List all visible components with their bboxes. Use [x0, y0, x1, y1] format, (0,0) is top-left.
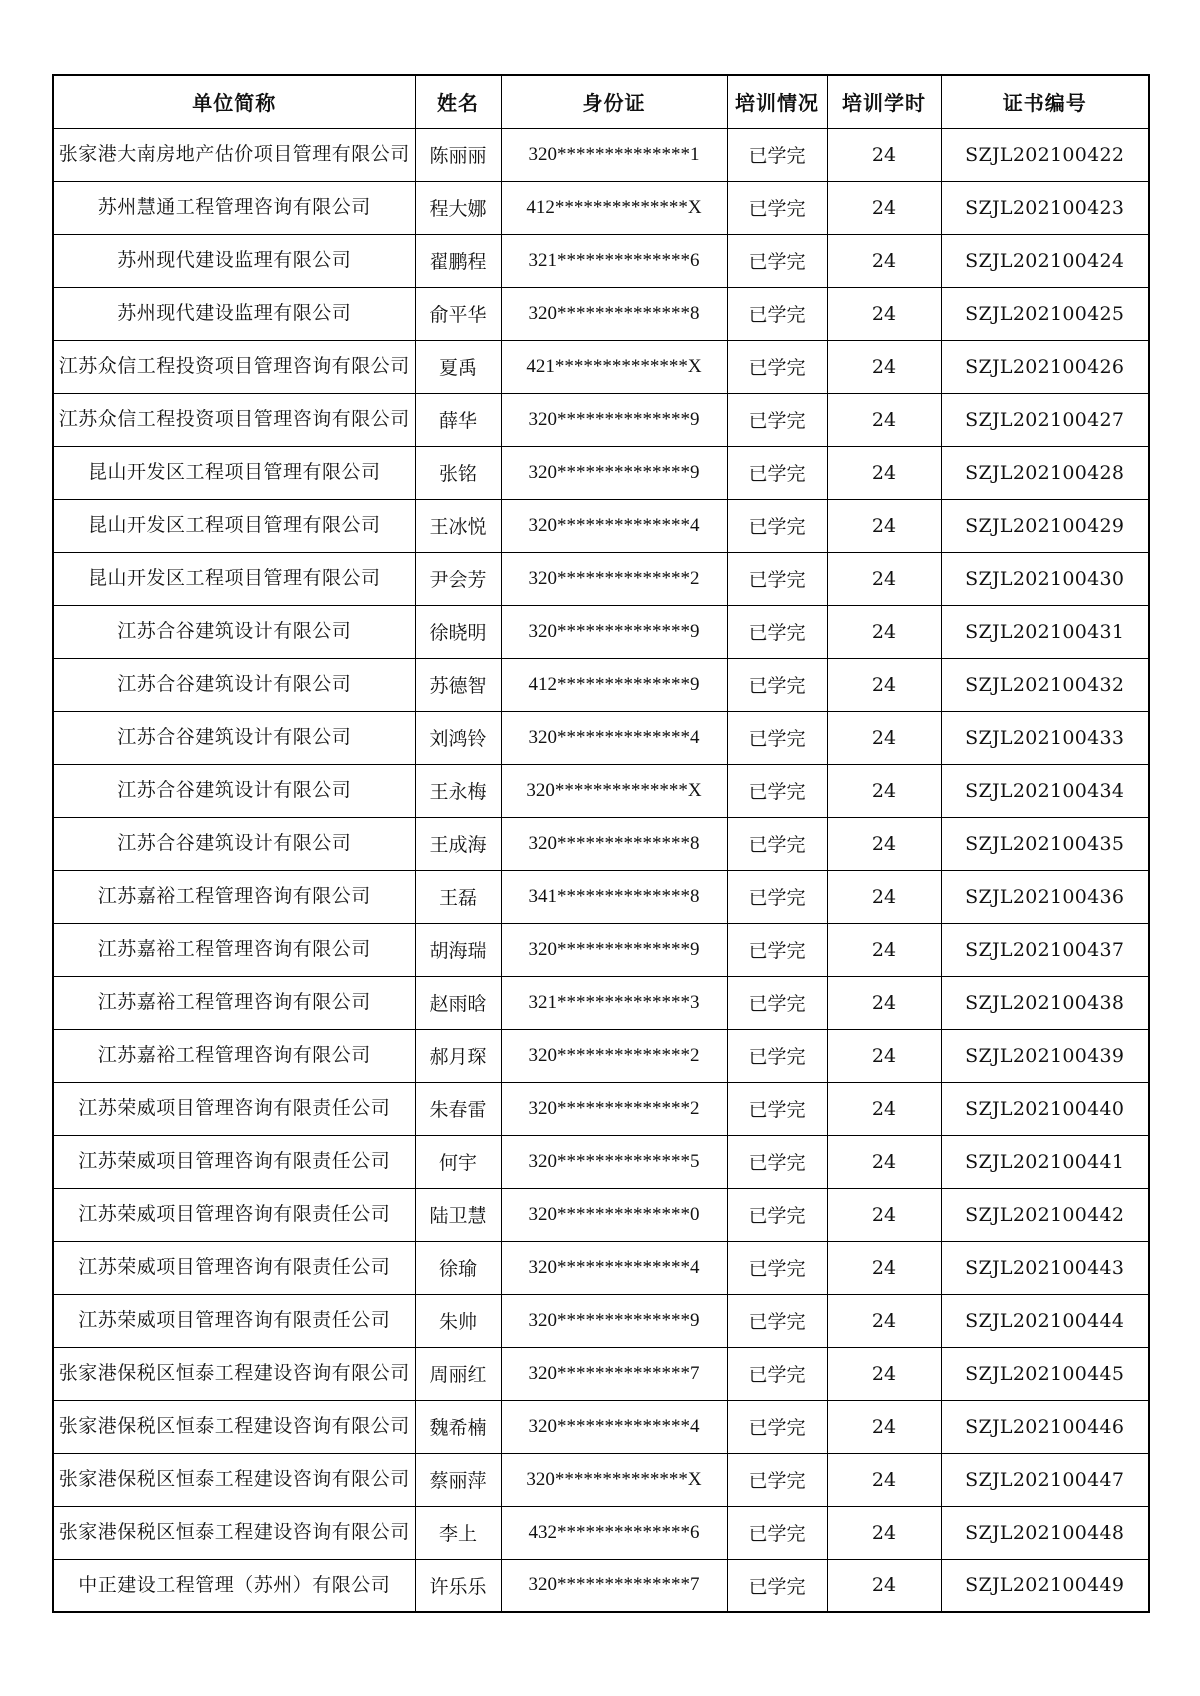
cell-cert-no: SZJL202100425 [941, 287, 1149, 340]
cell-name: 徐晓明 [415, 605, 501, 658]
cell-cert-no: SZJL202100427 [941, 393, 1149, 446]
table-row [53, 181, 1149, 234]
table-row [53, 1241, 1149, 1294]
cell-cert-no: SZJL202100432 [941, 658, 1149, 711]
cell-training: 已学完 [727, 234, 827, 287]
cell-unit: 江苏合谷建筑设计有限公司 [53, 817, 415, 870]
table-header [53, 75, 1149, 128]
table-row [53, 658, 1149, 711]
header-id-card: 身份证 [501, 75, 727, 128]
cell-id-card: 320**************9 [501, 923, 727, 976]
cell-unit: 昆山开发区工程项目管理有限公司 [53, 446, 415, 499]
cell-cert-no: SZJL202100444 [941, 1294, 1149, 1347]
cell-id-card: 320**************7 [501, 1347, 727, 1400]
cell-id-card: 320**************5 [501, 1135, 727, 1188]
cell-training: 已学完 [727, 1294, 827, 1347]
cell-id-card: 320**************9 [501, 1294, 727, 1347]
table-body [53, 128, 1149, 1612]
cell-name: 朱帅 [415, 1294, 501, 1347]
cell-name: 王永梅 [415, 764, 501, 817]
cell-training: 已学完 [727, 658, 827, 711]
cell-id-card: 320**************2 [501, 552, 727, 605]
cell-unit: 苏州现代建设监理有限公司 [53, 287, 415, 340]
cell-name: 俞平华 [415, 287, 501, 340]
cell-id-card: 412**************9 [501, 658, 727, 711]
cell-id-card: 320**************4 [501, 711, 727, 764]
cell-unit: 江苏合谷建筑设计有限公司 [53, 605, 415, 658]
cell-unit: 江苏荣威项目管理咨询有限责任公司 [53, 1135, 415, 1188]
table-row [53, 764, 1149, 817]
cell-hours: 24 [827, 1135, 941, 1188]
cell-unit: 江苏合谷建筑设计有限公司 [53, 711, 415, 764]
cell-training: 已学完 [727, 128, 827, 181]
cell-hours: 24 [827, 181, 941, 234]
cell-cert-no: SZJL202100441 [941, 1135, 1149, 1188]
table-row [53, 1347, 1149, 1400]
cell-hours: 24 [827, 1294, 941, 1347]
cell-name: 徐瑜 [415, 1241, 501, 1294]
cell-hours: 24 [827, 1453, 941, 1506]
cell-unit: 张家港保税区恒泰工程建设咨询有限公司 [53, 1347, 415, 1400]
cell-name: 王成海 [415, 817, 501, 870]
table-row [53, 287, 1149, 340]
cell-id-card: 320**************9 [501, 446, 727, 499]
cell-training: 已学完 [727, 1241, 827, 1294]
cell-id-card: 421**************X [501, 340, 727, 393]
cell-id-card: 320**************1 [501, 128, 727, 181]
cell-training: 已学完 [727, 817, 827, 870]
cell-unit: 江苏荣威项目管理咨询有限责任公司 [53, 1082, 415, 1135]
cell-training: 已学完 [727, 764, 827, 817]
cell-unit: 江苏众信工程投资项目管理咨询有限公司 [53, 393, 415, 446]
cell-id-card: 320**************7 [501, 1559, 727, 1612]
cell-training: 已学完 [727, 340, 827, 393]
cell-id-card: 432**************6 [501, 1506, 727, 1559]
cell-training: 已学完 [727, 499, 827, 552]
cell-name: 赵雨晗 [415, 976, 501, 1029]
cell-hours: 24 [827, 817, 941, 870]
cell-id-card: 321**************3 [501, 976, 727, 1029]
table-row [53, 976, 1149, 1029]
table-row [53, 234, 1149, 287]
cell-name: 苏德智 [415, 658, 501, 711]
header-row [53, 75, 1149, 128]
cell-id-card: 412**************X [501, 181, 727, 234]
header-name: 姓名 [415, 75, 501, 128]
cell-name: 翟鹏程 [415, 234, 501, 287]
cell-name: 魏希楠 [415, 1400, 501, 1453]
cell-hours: 24 [827, 923, 941, 976]
cell-unit: 张家港大南房地产估价项目管理有限公司 [53, 128, 415, 181]
cell-cert-no: SZJL202100437 [941, 923, 1149, 976]
cell-training: 已学完 [727, 976, 827, 1029]
cell-name: 王磊 [415, 870, 501, 923]
cell-hours: 24 [827, 393, 941, 446]
table-row [53, 711, 1149, 764]
cell-name: 朱春雷 [415, 1082, 501, 1135]
cell-hours: 24 [827, 234, 941, 287]
cell-cert-no: SZJL202100440 [941, 1082, 1149, 1135]
cell-training: 已学完 [727, 393, 827, 446]
cell-hours: 24 [827, 1029, 941, 1082]
cell-hours: 24 [827, 658, 941, 711]
cell-cert-no: SZJL202100439 [941, 1029, 1149, 1082]
table-row [53, 1400, 1149, 1453]
cell-unit: 江苏荣威项目管理咨询有限责任公司 [53, 1294, 415, 1347]
cell-training: 已学完 [727, 1347, 827, 1400]
cell-id-card: 320**************9 [501, 393, 727, 446]
cell-hours: 24 [827, 870, 941, 923]
cell-cert-no: SZJL202100436 [941, 870, 1149, 923]
cell-hours: 24 [827, 128, 941, 181]
cell-unit: 张家港保税区恒泰工程建设咨询有限公司 [53, 1400, 415, 1453]
table-row [53, 1559, 1149, 1612]
cell-id-card: 320**************8 [501, 287, 727, 340]
cell-cert-no: SZJL202100426 [941, 340, 1149, 393]
cell-unit: 江苏众信工程投资项目管理咨询有限公司 [53, 340, 415, 393]
cell-cert-no: SZJL202100434 [941, 764, 1149, 817]
header-unit: 单位简称 [53, 75, 415, 128]
cell-name: 胡海瑞 [415, 923, 501, 976]
cell-cert-no: SZJL202100430 [941, 552, 1149, 605]
cell-training: 已学完 [727, 1400, 827, 1453]
cell-id-card: 320**************4 [501, 1241, 727, 1294]
cell-hours: 24 [827, 340, 941, 393]
header-cert-no: 证书编号 [941, 75, 1149, 128]
cell-training: 已学完 [727, 552, 827, 605]
table-row [53, 552, 1149, 605]
cell-id-card: 320**************0 [501, 1188, 727, 1241]
cell-name: 李上 [415, 1506, 501, 1559]
cell-id-card: 320**************2 [501, 1082, 727, 1135]
cell-cert-no: SZJL202100429 [941, 499, 1149, 552]
cell-name: 许乐乐 [415, 1559, 501, 1612]
cell-training: 已学完 [727, 1453, 827, 1506]
cell-unit: 江苏嘉裕工程管理咨询有限公司 [53, 976, 415, 1029]
cell-name: 周丽红 [415, 1347, 501, 1400]
cell-cert-no: SZJL202100448 [941, 1506, 1149, 1559]
cell-training: 已学完 [727, 870, 827, 923]
table-row [53, 1294, 1149, 1347]
cell-hours: 24 [827, 764, 941, 817]
cell-unit: 江苏合谷建筑设计有限公司 [53, 764, 415, 817]
cell-id-card: 341**************8 [501, 870, 727, 923]
cell-name: 尹会芳 [415, 552, 501, 605]
cell-training: 已学完 [727, 605, 827, 658]
cell-unit: 江苏嘉裕工程管理咨询有限公司 [53, 923, 415, 976]
cell-hours: 24 [827, 287, 941, 340]
cell-id-card: 320**************8 [501, 817, 727, 870]
table-row [53, 1506, 1149, 1559]
cell-name: 陈丽丽 [415, 128, 501, 181]
cell-training: 已学完 [727, 446, 827, 499]
cell-id-card: 320**************2 [501, 1029, 727, 1082]
cell-cert-no: SZJL202100435 [941, 817, 1149, 870]
table-row [53, 1082, 1149, 1135]
cell-hours: 24 [827, 1400, 941, 1453]
cell-hours: 24 [827, 499, 941, 552]
cell-training: 已学完 [727, 711, 827, 764]
cell-name: 刘鸿铃 [415, 711, 501, 764]
table-row [53, 1453, 1149, 1506]
cell-cert-no: SZJL202100446 [941, 1400, 1149, 1453]
cell-training: 已学完 [727, 1506, 827, 1559]
cell-unit: 昆山开发区工程项目管理有限公司 [53, 552, 415, 605]
cell-name: 蔡丽萍 [415, 1453, 501, 1506]
cell-id-card: 320**************4 [501, 499, 727, 552]
table-row [53, 923, 1149, 976]
table-row [53, 1135, 1149, 1188]
cell-hours: 24 [827, 552, 941, 605]
cell-unit: 中正建设工程管理（苏州）有限公司 [53, 1559, 415, 1612]
cell-id-card: 320**************X [501, 764, 727, 817]
table-row [53, 393, 1149, 446]
cell-cert-no: SZJL202100442 [941, 1188, 1149, 1241]
cell-id-card: 320**************4 [501, 1400, 727, 1453]
cell-unit: 苏州慧通工程管理咨询有限公司 [53, 181, 415, 234]
cell-training: 已学完 [727, 1029, 827, 1082]
cell-training: 已学完 [727, 1188, 827, 1241]
cell-name: 王冰悦 [415, 499, 501, 552]
cell-hours: 24 [827, 1506, 941, 1559]
cell-hours: 24 [827, 1188, 941, 1241]
cell-cert-no: SZJL202100423 [941, 181, 1149, 234]
training-roster-sheet [52, 74, 1148, 1613]
cell-cert-no: SZJL202100445 [941, 1347, 1149, 1400]
table-row [53, 446, 1149, 499]
cell-name: 陆卫慧 [415, 1188, 501, 1241]
table-row [53, 817, 1149, 870]
cell-unit: 张家港保税区恒泰工程建设咨询有限公司 [53, 1453, 415, 1506]
cell-training: 已学完 [727, 181, 827, 234]
cell-training: 已学完 [727, 1135, 827, 1188]
cell-name: 薛华 [415, 393, 501, 446]
cell-cert-no: SZJL202100431 [941, 605, 1149, 658]
cell-unit: 江苏合谷建筑设计有限公司 [53, 658, 415, 711]
cell-name: 程大娜 [415, 181, 501, 234]
table-row [53, 1188, 1149, 1241]
cell-cert-no: SZJL202100424 [941, 234, 1149, 287]
cell-training: 已学完 [727, 1559, 827, 1612]
cell-hours: 24 [827, 1082, 941, 1135]
cell-training: 已学完 [727, 1082, 827, 1135]
header-training: 培训情况 [727, 75, 827, 128]
cell-hours: 24 [827, 976, 941, 1029]
table-row [53, 870, 1149, 923]
cell-id-card: 320**************X [501, 1453, 727, 1506]
cell-id-card: 320**************9 [501, 605, 727, 658]
cell-cert-no: SZJL202100438 [941, 976, 1149, 1029]
cell-unit: 苏州现代建设监理有限公司 [53, 234, 415, 287]
cell-training: 已学完 [727, 923, 827, 976]
cell-cert-no: SZJL202100428 [941, 446, 1149, 499]
cell-cert-no: SZJL202100447 [941, 1453, 1149, 1506]
cell-unit: 江苏荣威项目管理咨询有限责任公司 [53, 1241, 415, 1294]
cell-name: 郝月琛 [415, 1029, 501, 1082]
cell-unit: 张家港保税区恒泰工程建设咨询有限公司 [53, 1506, 415, 1559]
cell-cert-no: SZJL202100422 [941, 128, 1149, 181]
cell-cert-no: SZJL202100443 [941, 1241, 1149, 1294]
cell-hours: 24 [827, 711, 941, 764]
cell-hours: 24 [827, 605, 941, 658]
cell-name: 夏禹 [415, 340, 501, 393]
cell-unit: 昆山开发区工程项目管理有限公司 [53, 499, 415, 552]
table-row [53, 499, 1149, 552]
cell-unit: 江苏嘉裕工程管理咨询有限公司 [53, 1029, 415, 1082]
cell-hours: 24 [827, 1347, 941, 1400]
cell-hours: 24 [827, 446, 941, 499]
cell-cert-no: SZJL202100449 [941, 1559, 1149, 1612]
cell-id-card: 321**************6 [501, 234, 727, 287]
cell-unit: 江苏荣威项目管理咨询有限责任公司 [53, 1188, 415, 1241]
cell-name: 张铭 [415, 446, 501, 499]
cell-training: 已学完 [727, 287, 827, 340]
table-row [53, 128, 1149, 181]
cell-hours: 24 [827, 1241, 941, 1294]
training-roster-table [52, 74, 1150, 1613]
table-row [53, 605, 1149, 658]
cell-cert-no: SZJL202100433 [941, 711, 1149, 764]
cell-unit: 江苏嘉裕工程管理咨询有限公司 [53, 870, 415, 923]
header-hours: 培训学时 [827, 75, 941, 128]
cell-name: 何宇 [415, 1135, 501, 1188]
table-row [53, 340, 1149, 393]
table-row [53, 1029, 1149, 1082]
cell-hours: 24 [827, 1559, 941, 1612]
